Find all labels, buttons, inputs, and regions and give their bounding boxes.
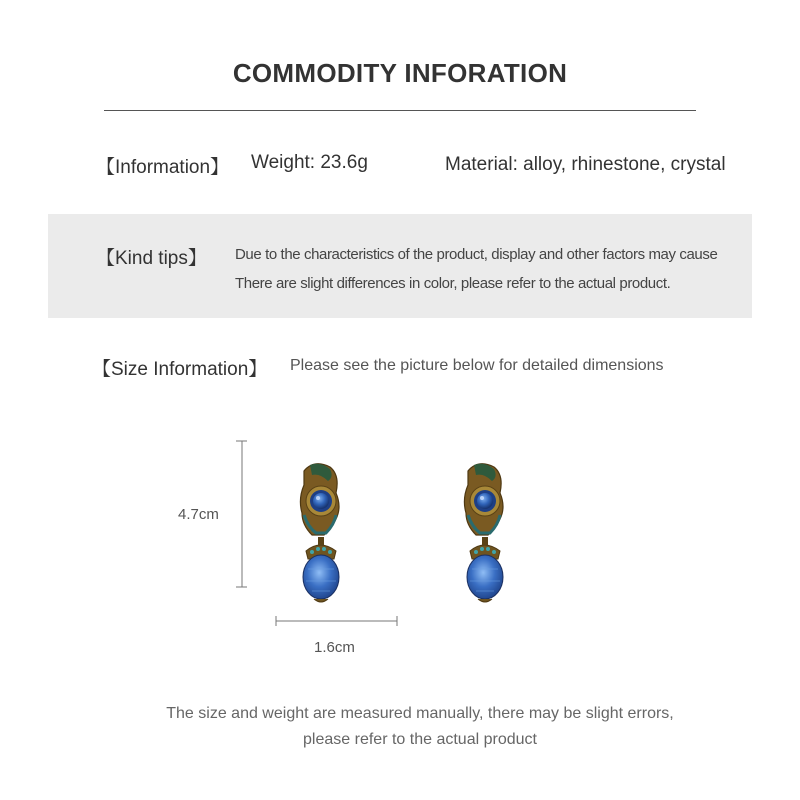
weight-text: Weight: 23.6g — [251, 152, 368, 173]
footer-note-line-1: The size and weight are measured manually, there may be slight errors, — [166, 705, 674, 722]
earrings-image — [290, 450, 530, 610]
kind-tips-label: 【Kind tips】 — [96, 248, 207, 269]
width-dimension-label: 1.6cm — [314, 639, 355, 656]
kind-tips-line-1: Due to the characteristics of the product, display and other factors may cause — [235, 246, 718, 263]
material-text: Material: alloy, rhinestone, crystal — [445, 154, 726, 175]
left-earring — [300, 464, 339, 602]
footer-note-line-2: please refer to the actual product — [303, 731, 537, 748]
height-dimension-label: 4.7cm — [178, 506, 219, 523]
kind-tips-line-2: There are slight differences in color, please refer to the actual product. — [235, 275, 671, 292]
page-title: COMMODITY INFORATION — [232, 58, 568, 88]
size-information-label: 【Size Information】 — [92, 359, 268, 380]
size-information-description: Please see the picture below for detailed dimensions — [290, 357, 664, 374]
information-label: 【Information】 — [96, 157, 230, 178]
right-earring — [464, 464, 503, 602]
